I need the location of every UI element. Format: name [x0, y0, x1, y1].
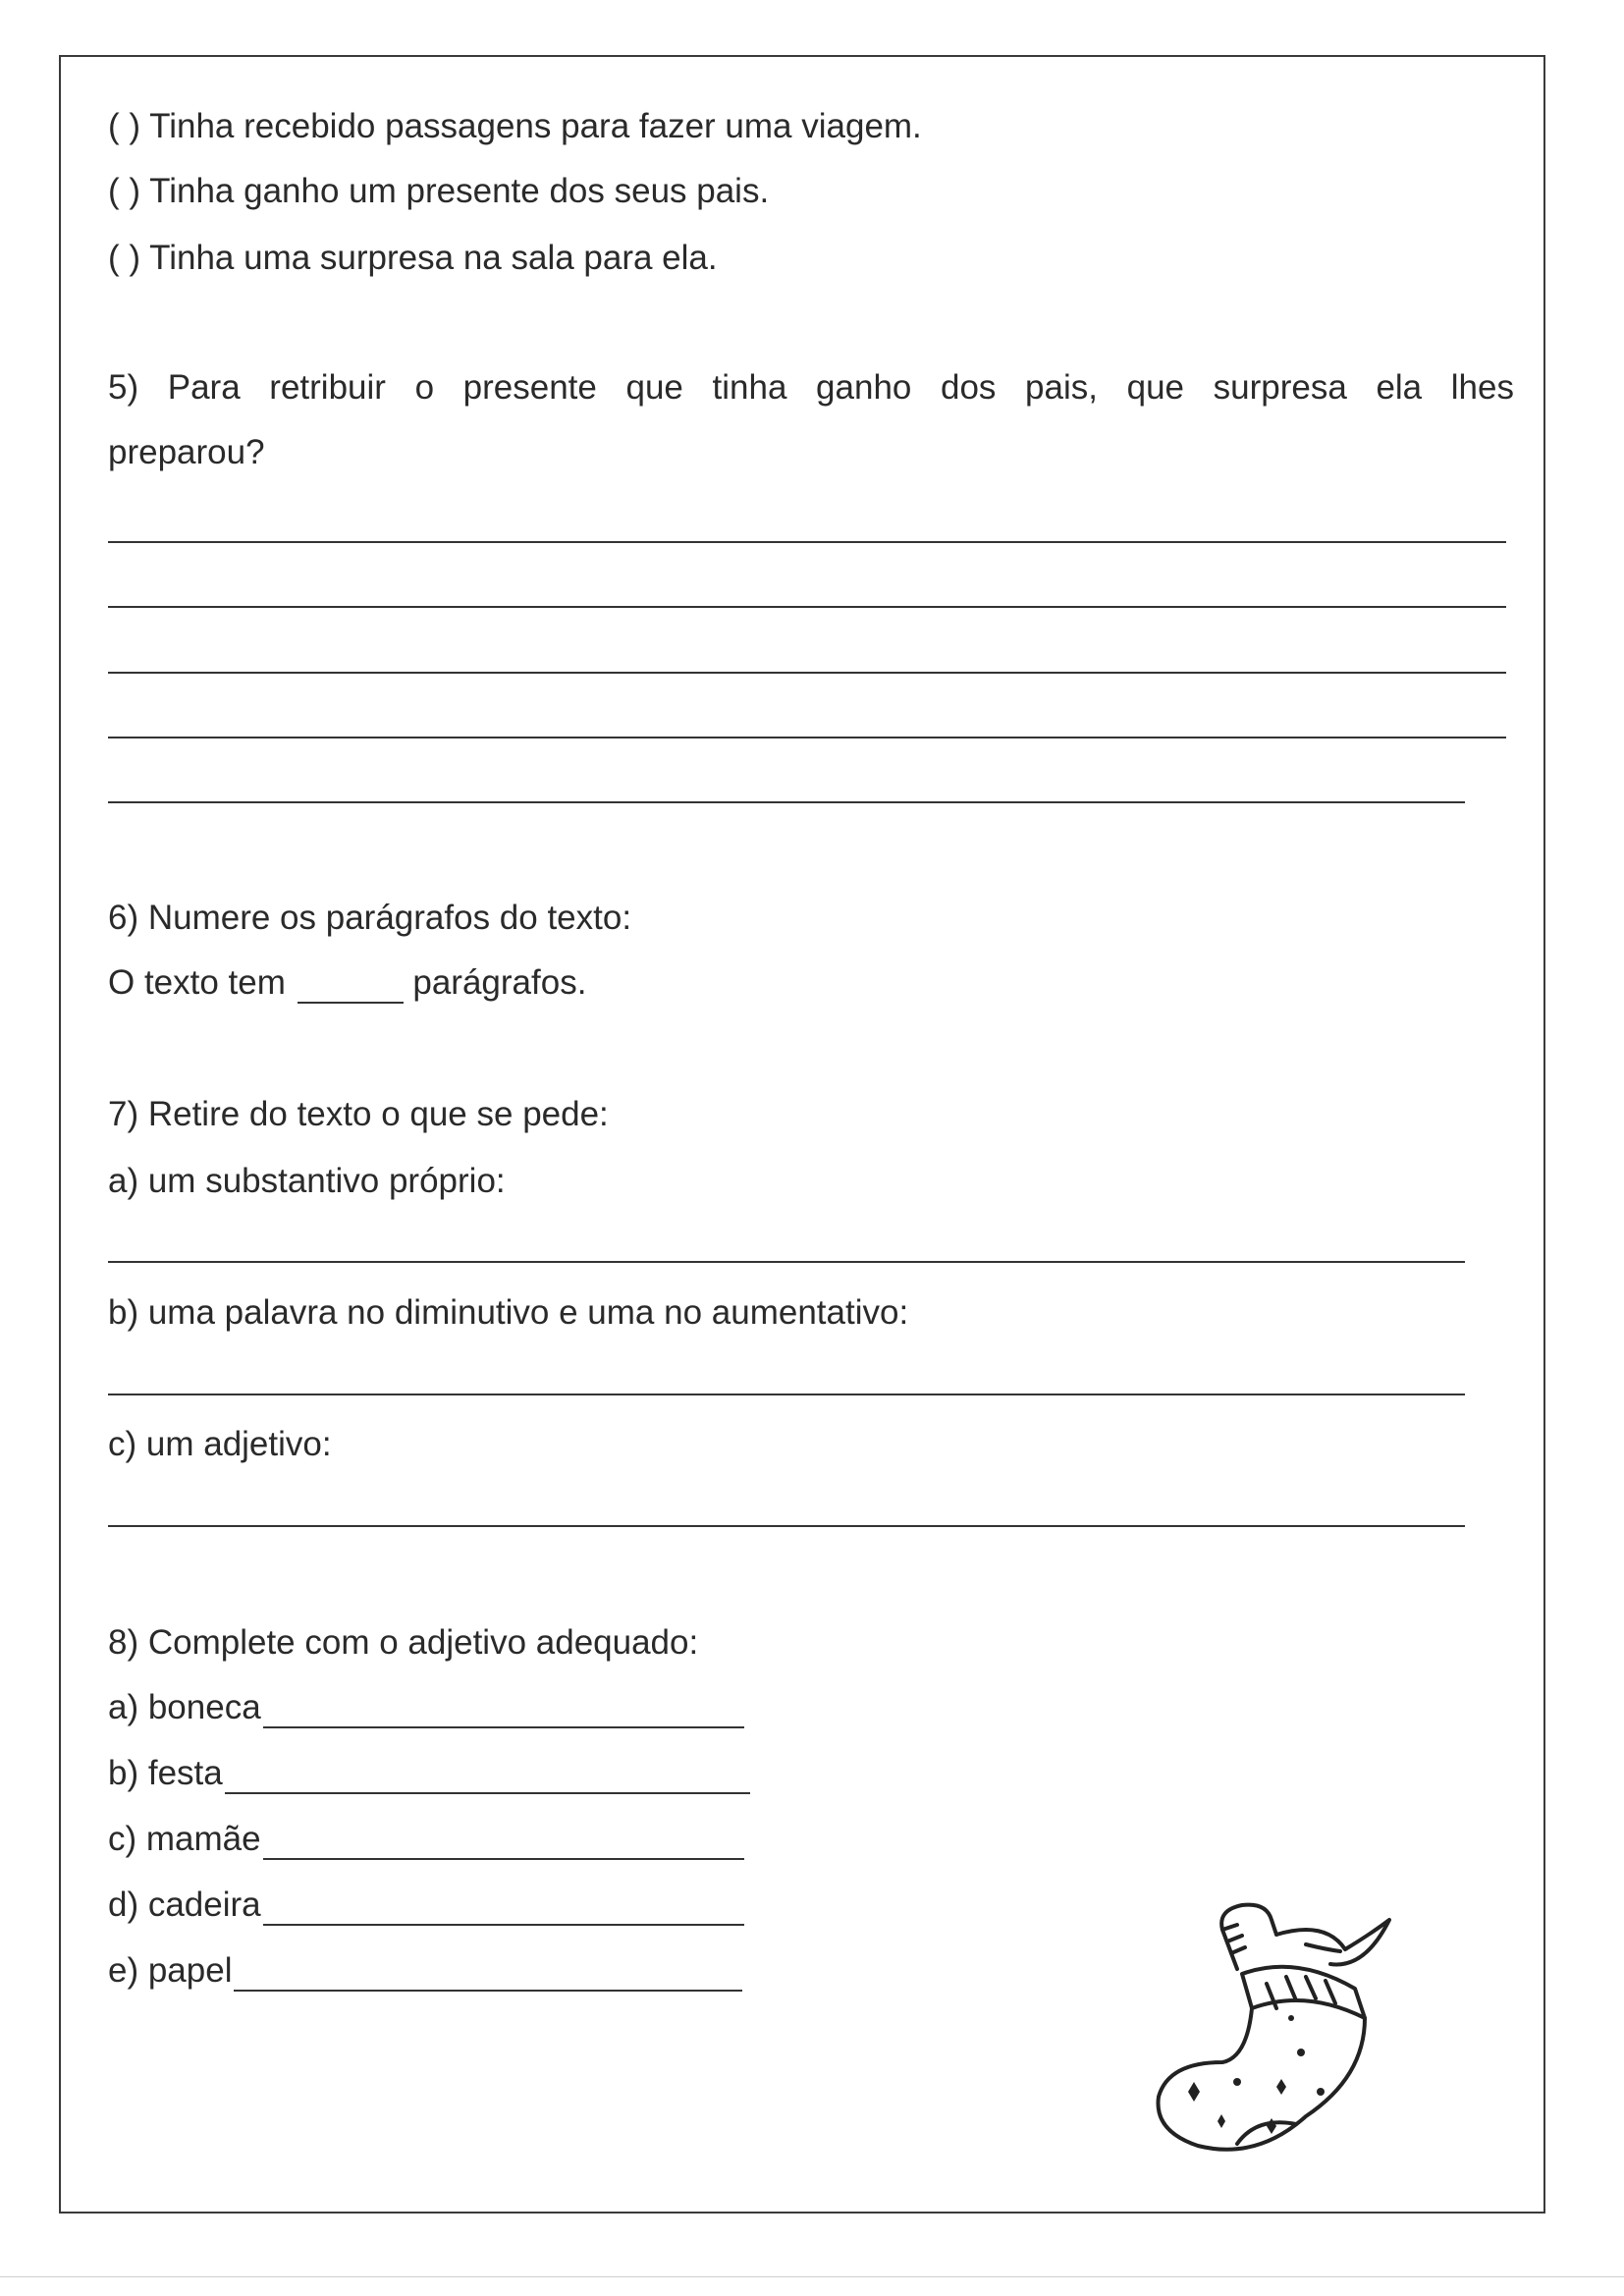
q5-answer-line-3[interactable]	[108, 672, 1506, 674]
q7-b-answer-line[interactable]	[108, 1394, 1465, 1395]
option-3-text: Tinha uma surpresa na sala para ela.	[149, 239, 718, 277]
q8-item-b-label: b) festa	[108, 1754, 223, 1792]
q8-item-e	[108, 1950, 742, 1992]
option-1-paren: ( )	[108, 107, 141, 145]
q8-item-d-label: d) cadeira	[108, 1886, 261, 1924]
q7-c: c) um adjetivo:	[108, 1425, 332, 1463]
q8-item-a	[108, 1687, 744, 1728]
q7-a: a) um substantivo próprio:	[108, 1162, 506, 1200]
q7-title: 7) Retire do texto o que se pede:	[108, 1095, 609, 1133]
option-3-paren: ( )	[108, 239, 141, 277]
christmas-stocking-icon	[1129, 1890, 1542, 2175]
q5-answer-line-1[interactable]	[108, 541, 1506, 543]
q8-item-b-blank[interactable]	[225, 1759, 750, 1794]
q8-item-e-blank[interactable]	[234, 1956, 742, 1992]
option-2-text: Tinha ganho um presente dos seus pais.	[149, 172, 770, 210]
option-2-paren: ( )	[108, 172, 141, 210]
q6-title: 6) Numere os parágrafos do texto:	[108, 899, 632, 937]
q8-item-e-label: e) papel	[108, 1951, 233, 1990]
q5-answer-line-4[interactable]	[108, 737, 1506, 738]
q6-prefix: O texto tem	[108, 963, 286, 1002]
option-1-text: Tinha recebido passagens para fazer uma viagem.	[149, 107, 922, 145]
q5-answer-line-5[interactable]	[108, 801, 1465, 803]
q5-answer-line-2[interactable]	[108, 606, 1506, 608]
q5-line-1: 5) Para retribuir o presente que tinha ganho dos pais, que surpresa ela lhes	[108, 368, 1514, 407]
q8-item-d-blank[interactable]	[263, 1890, 744, 1926]
q6-blank[interactable]	[298, 968, 404, 1004]
option-2	[108, 171, 769, 212]
option-3	[108, 238, 718, 279]
q8-item-c-label: c) mamãe	[108, 1820, 261, 1858]
q5-line-2: preparou?	[108, 433, 265, 471]
option-1	[108, 106, 922, 147]
q8-item-c-blank[interactable]	[263, 1825, 744, 1860]
q8-item-d	[108, 1885, 744, 1926]
q8-title: 8) Complete com o adjetivo adequado:	[108, 1623, 699, 1662]
q6-suffix: parágrafos.	[412, 963, 587, 1002]
q7-c-answer-line[interactable]	[108, 1525, 1465, 1527]
page-bottom-edge	[0, 2276, 1624, 2277]
q8-item-a-label: a) boneca	[108, 1688, 261, 1726]
q7-b: b) uma palavra no diminutivo e uma no aumentativo:	[108, 1293, 909, 1332]
q8-item-c	[108, 1819, 744, 1860]
q7-a-answer-line[interactable]	[108, 1261, 1465, 1263]
q6-sentence	[108, 962, 586, 1004]
q8-item-b	[108, 1753, 750, 1794]
q8-item-a-blank[interactable]	[263, 1693, 744, 1728]
